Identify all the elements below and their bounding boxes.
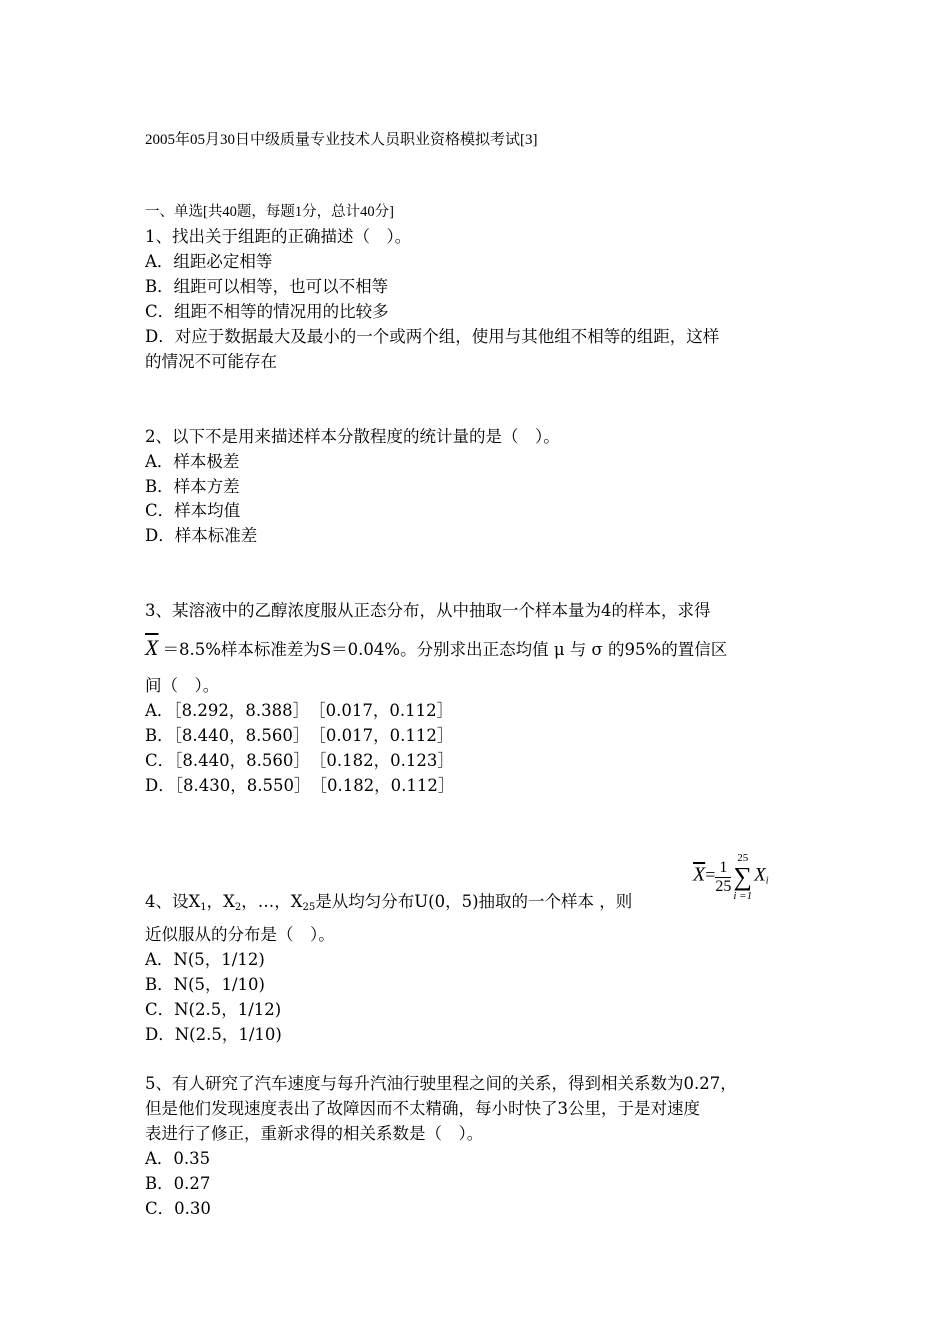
q1-option-c: C．组距不相等的情况用的比较多 (145, 302, 389, 321)
q1-option-d-line1: D．对应于数据最大及最小的一个或两个组，使用与其他组不相等的组距，这样 (145, 327, 720, 346)
q3-option-b: B．［8.440，8.560］ ［0.017，0.112］ (145, 726, 454, 745)
q2-stem: 2、以下不是用来描述样本分散程度的统计量的是（ ）。 (145, 427, 560, 446)
subscript-2: 2 (234, 902, 242, 913)
q4-option-a: A．N(5，1/12) (145, 950, 265, 969)
q2-option-a: A．样本极差 (145, 452, 240, 471)
formula-variable-subscript: i (765, 875, 769, 887)
q3-stem-line3: 间（ ）。 (145, 676, 220, 695)
q4-option-c: C．N(2.5，1/12) (145, 1000, 282, 1019)
q4-stem-part4: 是从均匀分布U(0，5)抽取的一个样本 ，则 (315, 892, 633, 911)
q3-option-a: A．［8.292，8.388］ ［0.017，0.112］ (145, 701, 454, 720)
formula-summation (733, 852, 752, 902)
q4-mean-formula (693, 852, 769, 902)
q2-option-b: B．样本方差 (145, 477, 240, 496)
subscript-25: 25 (302, 902, 316, 913)
q1-option-b: B．组距可以相等，也可以不相等 (145, 277, 389, 296)
formula-fraction (715, 859, 731, 896)
formula-numerator: 1 (715, 859, 731, 878)
formula-variable: X (754, 864, 766, 886)
q5-stem-line2: 但是他们发现速度表出了故障因而不太精确，每小时快了3公里，于是对速度 (145, 1099, 700, 1118)
q2-option-d: D．样本标准差 (145, 526, 258, 545)
q3-stem-line2-text: ＝8.5%样本标准差为S＝0.04%。分别求出正态均值 μ 与 σ 的95%的置信区 (162, 640, 728, 659)
summation-sigma: ∑ (733, 862, 753, 891)
q1-stem: 1、找出关于组距的正确描述（ ）。 (145, 227, 412, 246)
q5-option-a: A．0.35 (145, 1149, 211, 1168)
q3-option-d: D．［8.430，8.550］ ［0.182，0.112］ (145, 776, 455, 795)
q4-stem-part2: ，X (206, 892, 235, 911)
q4-stem-part1: 4、设X (145, 892, 201, 911)
q4-stem-line2: 近似服从的分布是（ ）。 (145, 925, 335, 944)
summation-lower-limit: i =1 (733, 890, 753, 902)
q1-option-d-line2: 的情况不可能存在 (145, 352, 277, 371)
q1-option-a: A．组距必定相等 (145, 252, 273, 271)
x-bar-symbol: $\overline{X}$ (145, 635, 159, 660)
q4-option-d: D．N(2.5，1/10) (145, 1025, 282, 1044)
section-heading: 一、单选[共40题，每题1分，总计40分] (145, 204, 394, 220)
subscript-1: 1 (200, 902, 207, 913)
q4-stem-line1 (145, 890, 632, 920)
summation-upper-limit: 25 (737, 852, 749, 864)
formula-equals: = (705, 864, 716, 885)
q5-stem-line1: 5、有人研究了汽车速度与每升汽油行驶里程之间的关系，得到相关系数为0.27， (145, 1074, 737, 1093)
q5-stem-line3: 表进行了修正，重新求得的相关系数是（ ）。 (145, 1124, 484, 1143)
page-title: 2005年05月30日中级质量专业技术人员职业资格模拟考试[3] (145, 132, 538, 148)
formula-denominator: 25 (715, 877, 732, 895)
q3-stem-line2 (145, 636, 727, 662)
q2-option-c: C．样本均值 (145, 501, 241, 520)
q5-option-b: B．0.27 (145, 1174, 211, 1193)
q4-stem-part3: ，…，X (241, 892, 303, 911)
q5-option-c: C．0.30 (145, 1199, 211, 1218)
q3-option-c: C．［8.440，8.560］ ［0.182，0.123］ (145, 751, 454, 770)
formula-x-bar: $\overline{X}$ (693, 863, 706, 886)
q4-option-b: B．N(5，1/10) (145, 975, 265, 994)
q3-stem-line1: 3、某溶液中的乙醇浓度服从正态分布，从中抽取一个样本量为4的样本，求得 (145, 601, 711, 620)
